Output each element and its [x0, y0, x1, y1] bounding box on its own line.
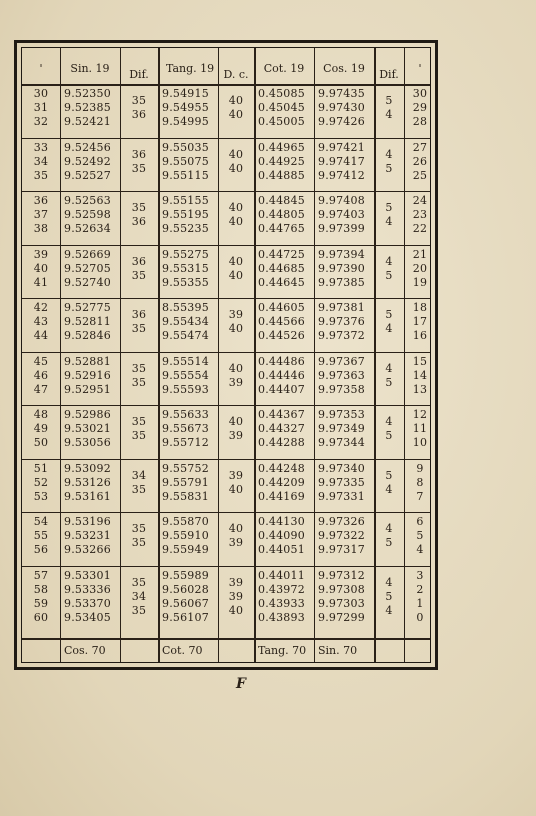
- table-cell-cot: 0.44925: [258, 154, 305, 168]
- difference-dcos: 5: [385, 308, 393, 321]
- table-cell-cot: 0.44327: [258, 422, 305, 435]
- table-cell-tang: 9.55554: [162, 368, 209, 382]
- table-cell-rmin: 8: [416, 475, 424, 489]
- table-cell-cot: 0.43972: [258, 582, 305, 596]
- difference-dcos: 5: [385, 536, 393, 549]
- table-cell-min: 54: [33, 515, 49, 528]
- table-cell-min: 57: [33, 568, 49, 582]
- table-cell-cot: 0.44407: [258, 382, 305, 396]
- column-rule: [60, 48, 61, 662]
- signature-mark: F: [236, 676, 246, 692]
- table-cell-min: 35: [33, 168, 49, 182]
- table-cell-cot: 0.44765: [258, 222, 305, 235]
- table-cell-rmin: 29: [412, 101, 428, 114]
- table-cell-cot: 0.44209: [258, 475, 305, 489]
- table-cell-cos: 9.97417: [318, 154, 365, 168]
- table-cell-min: 31: [33, 101, 49, 114]
- table-cell-tang: 8.55395: [162, 301, 209, 314]
- table-cell-tang: 9.55870: [162, 515, 209, 528]
- difference-dcos: 4: [385, 575, 393, 589]
- column-rule: [218, 48, 219, 662]
- table-cell-cot: 0.44725: [258, 247, 305, 261]
- table-cell-sin: 9.52951: [64, 382, 111, 396]
- column-rule: [254, 48, 256, 662]
- difference-dsin: 36: [131, 308, 147, 321]
- difference-dsin: 36: [131, 254, 147, 268]
- difference-dsin: 36: [131, 147, 147, 161]
- table-cell-rmin: 12: [412, 408, 428, 421]
- column-footer: Sin. 70: [318, 643, 358, 657]
- table-cell-cot: 0.44566: [258, 315, 305, 328]
- table-cell-min: 48: [33, 408, 49, 421]
- table-cell-sin: 9.53405: [64, 610, 111, 624]
- table-cell-sin: 9.53126: [64, 475, 111, 489]
- header-rule: [22, 84, 430, 86]
- table-cell-rmin: 15: [412, 354, 428, 368]
- table-cell-sin: 9.52775: [64, 301, 111, 314]
- difference-dcos: 4: [385, 108, 393, 121]
- table-cell-rmin: 1: [416, 596, 424, 610]
- difference-dc: 40: [228, 254, 244, 268]
- table-cell-tang: 9.55275: [162, 247, 209, 261]
- table-cell-sin: 9.53370: [64, 596, 111, 610]
- difference-dc: 40: [228, 482, 244, 496]
- difference-dcos: 4: [385, 322, 393, 335]
- table-cell-cos: 9.97340: [318, 461, 365, 475]
- column-header: Dif.: [129, 68, 149, 81]
- table-cell-cos: 9.97394: [318, 247, 365, 261]
- difference-dc: 39: [228, 575, 244, 589]
- table-cell-min: 60: [33, 610, 49, 624]
- difference-dcos: 4: [385, 482, 393, 496]
- table-cell-sin: 9.53266: [64, 543, 111, 556]
- table-cell-min: 47: [33, 382, 49, 396]
- table-cell-rmin: 24: [412, 194, 428, 207]
- table-cell-tang: 9.55035: [162, 140, 209, 154]
- table-cell-cot: 0.44248: [258, 461, 305, 475]
- table-cell-min: 33: [33, 140, 49, 154]
- column-footer: Cot. 70: [162, 643, 203, 657]
- table-cell-cos: 9.97430: [318, 101, 365, 114]
- table-cell-cos: 9.97322: [318, 529, 365, 542]
- table-cell-min: 45: [33, 354, 49, 368]
- table-cell-cot: 0.44446: [258, 368, 305, 382]
- table-cell-rmin: 3: [416, 568, 424, 582]
- difference-dsin: 35: [131, 361, 147, 375]
- table-cell-cot: 0.44885: [258, 168, 305, 182]
- column-header: Sin. 19: [70, 62, 110, 75]
- table-cell-cos: 9.97385: [318, 275, 365, 289]
- table-cell-sin: 9.52527: [64, 168, 111, 182]
- difference-dc: 40: [228, 415, 244, 428]
- table-cell-cos: 9.97390: [318, 261, 365, 275]
- table-cell-cos: 9.97344: [318, 436, 365, 449]
- table-cell-rmin: 30: [412, 87, 428, 100]
- table-cell-tang: 9.55949: [162, 543, 209, 556]
- table-cell-cos: 9.97435: [318, 87, 365, 100]
- table-cell-tang: 9.55831: [162, 489, 209, 503]
- difference-dsin: 35: [131, 482, 147, 496]
- table-cell-min: 44: [33, 329, 49, 342]
- table-cell-tang: 9.56028: [162, 582, 209, 596]
- difference-dcos: 5: [385, 268, 393, 282]
- table-cell-sin: 9.53336: [64, 582, 111, 596]
- difference-dc: 40: [228, 94, 244, 107]
- difference-dc: 40: [228, 268, 244, 282]
- table-cell-tang: 9.55075: [162, 154, 209, 168]
- table-cell-tang: 9.55115: [162, 168, 209, 182]
- table-cell-cot: 0.44685: [258, 261, 305, 275]
- table-cell-cos: 9.97349: [318, 422, 365, 435]
- group-rule: [22, 405, 430, 406]
- difference-dc: 39: [228, 589, 244, 603]
- table-cell-min: 40: [33, 261, 49, 275]
- column-header: Tang. 19: [166, 62, 215, 75]
- difference-dsin: 35: [131, 603, 147, 617]
- table-cell-min: 58: [33, 582, 49, 596]
- table-cell-rmin: 25: [412, 168, 428, 182]
- table-cell-tang: 9.55514: [162, 354, 209, 368]
- difference-dsin: 35: [131, 429, 147, 442]
- table-cell-tang: 9.55195: [162, 208, 209, 221]
- difference-dsin: 35: [131, 94, 147, 107]
- table-body: [21, 47, 431, 663]
- difference-dcos: 5: [385, 161, 393, 175]
- table-cell-min: 55: [33, 529, 49, 542]
- table-cell-min: 30: [33, 87, 49, 100]
- table-cell-cot: 0.44965: [258, 140, 305, 154]
- table-cell-tang: 9.55633: [162, 408, 209, 421]
- table-cell-rmin: 27: [412, 140, 428, 154]
- column-header: Cos. 19: [323, 62, 365, 75]
- table-cell-tang: 9.54995: [162, 115, 209, 128]
- difference-dcos: 4: [385, 603, 393, 617]
- difference-dsin: 35: [131, 375, 147, 389]
- column-rule: [120, 48, 121, 662]
- table-cell-sin: 9.52634: [64, 222, 111, 235]
- table-cell-tang: 9.55315: [162, 261, 209, 275]
- table-cell-rmin: 18: [412, 301, 428, 314]
- difference-dsin: 34: [131, 589, 147, 603]
- difference-dsin: 35: [131, 522, 147, 535]
- group-rule: [22, 352, 430, 353]
- difference-dcos: 4: [385, 415, 393, 428]
- table-cell-rmin: 9: [416, 461, 424, 475]
- difference-dcos: 4: [385, 522, 393, 535]
- table-cell-tang: 9.55989: [162, 568, 209, 582]
- table-cell-cot: 0.44805: [258, 208, 305, 221]
- table-cell-cot: 0.44605: [258, 301, 305, 314]
- table-cell-tang: 9.55712: [162, 436, 209, 449]
- table-cell-cos: 9.97376: [318, 315, 365, 328]
- column-header: Cot. 19: [263, 62, 305, 75]
- difference-dc: 39: [228, 468, 244, 482]
- table-cell-cos: 9.97312: [318, 568, 365, 582]
- table-cell-sin: 9.53092: [64, 461, 111, 475]
- table-cell-cos: 9.97326: [318, 515, 365, 528]
- difference-dsin: 35: [131, 161, 147, 175]
- table-cell-tang: 9.55235: [162, 222, 209, 235]
- difference-dc: 39: [228, 536, 244, 549]
- table-cell-cot: 0.43933: [258, 596, 305, 610]
- difference-dsin: 35: [131, 201, 147, 214]
- table-cell-min: 38: [33, 222, 49, 235]
- difference-dcos: 5: [385, 94, 393, 107]
- group-rule: [22, 245, 430, 246]
- table-cell-rmin: 20: [412, 261, 428, 275]
- table-cell-tang: 9.55434: [162, 315, 209, 328]
- table-cell-rmin: 14: [412, 368, 428, 382]
- table-cell-cos: 9.97426: [318, 115, 365, 128]
- table-cell-cos: 9.97381: [318, 301, 365, 314]
- difference-dc: 40: [228, 108, 244, 121]
- column-header: D. c.: [223, 68, 249, 81]
- table-cell-cos: 9.97303: [318, 596, 365, 610]
- difference-dsin: 35: [131, 415, 147, 428]
- table-cell-tang: 9.55791: [162, 475, 209, 489]
- difference-dc: 40: [228, 361, 244, 375]
- table-cell-sin: 9.52881: [64, 354, 111, 368]
- table-cell-rmin: 4: [416, 543, 424, 556]
- table-cell-min: 42: [33, 301, 49, 314]
- table-cell-cot: 0.44051: [258, 543, 305, 556]
- table-cell-rmin: 26: [412, 154, 428, 168]
- difference-dsin: 35: [131, 268, 147, 282]
- group-rule: [22, 298, 430, 299]
- table-cell-cot: 0.43893: [258, 610, 305, 624]
- table-cell-sin: 9.53056: [64, 436, 111, 449]
- table-cell-cos: 9.97372: [318, 329, 365, 342]
- table-cell-cos: 9.97412: [318, 168, 365, 182]
- table-cell-rmin: 16: [412, 329, 428, 342]
- table-cell-cos: 9.97399: [318, 222, 365, 235]
- table-cell-min: 46: [33, 368, 49, 382]
- table-cell-cot: 0.44090: [258, 529, 305, 542]
- difference-dc: 40: [228, 147, 244, 161]
- table-cell-rmin: 10: [412, 436, 428, 449]
- table-cell-sin: 9.52350: [64, 87, 111, 100]
- difference-dc: 40: [228, 215, 244, 228]
- difference-dsin: 35: [131, 575, 147, 589]
- column-header: ': [418, 62, 422, 75]
- difference-dsin: 34: [131, 468, 147, 482]
- table-cell-cot: 0.45085: [258, 87, 305, 100]
- difference-dsin: 35: [131, 536, 147, 549]
- table-cell-rmin: 0: [416, 610, 424, 624]
- table-cell-cot: 0.44486: [258, 354, 305, 368]
- table-cell-rmin: 2: [416, 582, 424, 596]
- difference-dsin: 36: [131, 215, 147, 228]
- table-cell-cos: 9.97299: [318, 610, 365, 624]
- difference-dcos: 5: [385, 429, 393, 442]
- table-cell-rmin: 28: [412, 115, 428, 128]
- table-cell-rmin: 13: [412, 382, 428, 396]
- difference-dc: 39: [228, 375, 244, 389]
- table-cell-sin: 9.52669: [64, 247, 111, 261]
- table-cell-cos: 9.97353: [318, 408, 365, 421]
- group-rule: [22, 512, 430, 513]
- table-cell-cot: 0.44367: [258, 408, 305, 421]
- table-cell-sin: 9.52598: [64, 208, 111, 221]
- table-cell-cos: 9.97367: [318, 354, 365, 368]
- table-cell-min: 56: [33, 543, 49, 556]
- table-cell-rmin: 7: [416, 489, 424, 503]
- table-cell-cot: 0.44645: [258, 275, 305, 289]
- table-cell-sin: 9.53231: [64, 529, 111, 542]
- difference-dcos: 5: [385, 468, 393, 482]
- column-footer: Tang. 70: [258, 643, 307, 657]
- difference-dcos: 5: [385, 589, 393, 603]
- table-cell-sin: 9.52705: [64, 261, 111, 275]
- column-rule: [374, 48, 376, 662]
- group-rule: [22, 459, 430, 460]
- difference-dc: 40: [228, 201, 244, 214]
- table-cell-min: 52: [33, 475, 49, 489]
- column-footer: Cos. 70: [64, 643, 106, 657]
- table-cell-rmin: 19: [412, 275, 428, 289]
- difference-dsin: 35: [131, 322, 147, 335]
- table-cell-cos: 9.97408: [318, 194, 365, 207]
- difference-dc: 39: [228, 429, 244, 442]
- table-cell-rmin: 5: [416, 529, 424, 542]
- table-cell-cot: 0.44011: [258, 568, 305, 582]
- difference-dc: 39: [228, 308, 244, 321]
- table-cell-tang: 9.56067: [162, 596, 209, 610]
- table-cell-sin: 9.52740: [64, 275, 111, 289]
- table-cell-cos: 9.97308: [318, 582, 365, 596]
- table-cell-min: 37: [33, 208, 49, 221]
- table-cell-cot: 0.44845: [258, 194, 305, 207]
- table-cell-tang: 9.55593: [162, 382, 209, 396]
- table-cell-tang: 9.56107: [162, 610, 209, 624]
- table-cell-cos: 9.97403: [318, 208, 365, 221]
- difference-dcos: 4: [385, 215, 393, 228]
- table-cell-cot: 0.45005: [258, 115, 305, 128]
- table-cell-sin: 9.52916: [64, 368, 111, 382]
- table-cell-tang: 9.54955: [162, 101, 209, 114]
- table-cell-min: 50: [33, 436, 49, 449]
- table-cell-min: 34: [33, 154, 49, 168]
- difference-dc: 40: [228, 161, 244, 175]
- table-cell-rmin: 17: [412, 315, 428, 328]
- table-cell-min: 39: [33, 247, 49, 261]
- table-cell-sin: 9.52492: [64, 154, 111, 168]
- table-cell-cot: 0.44169: [258, 489, 305, 503]
- table-cell-sin: 9.52421: [64, 115, 111, 128]
- difference-dcos: 4: [385, 147, 393, 161]
- table-cell-sin: 9.52456: [64, 140, 111, 154]
- table-cell-tang: 9.55752: [162, 461, 209, 475]
- table-cell-cos: 9.97358: [318, 382, 365, 396]
- table-cell-sin: 9.52563: [64, 194, 111, 207]
- table-cell-cot: 0.44130: [258, 515, 305, 528]
- difference-dc: 40: [228, 322, 244, 335]
- difference-dcos: 4: [385, 254, 393, 268]
- table-cell-tang: 9.55673: [162, 422, 209, 435]
- group-rule: [22, 138, 430, 139]
- table-cell-cot: 0.44526: [258, 329, 305, 342]
- difference-dcos: 5: [385, 375, 393, 389]
- table-cell-min: 51: [33, 461, 49, 475]
- column-header: ': [39, 62, 43, 75]
- table-cell-sin: 9.53021: [64, 422, 111, 435]
- group-rule: [22, 566, 430, 567]
- table-cell-cos: 9.97421: [318, 140, 365, 154]
- table-cell-rmin: 11: [412, 422, 428, 435]
- table-cell-min: 32: [33, 115, 49, 128]
- table-cell-tang: 9.55910: [162, 529, 209, 542]
- table-cell-rmin: 22: [412, 222, 428, 235]
- table-cell-tang: 9.55155: [162, 194, 209, 207]
- table-cell-cot: 0.44288: [258, 436, 305, 449]
- table-cell-rmin: 6: [416, 515, 424, 528]
- table-cell-min: 41: [33, 275, 49, 289]
- table-cell-min: 59: [33, 596, 49, 610]
- table-cell-min: 43: [33, 315, 49, 328]
- column-rule: [314, 48, 315, 662]
- table-cell-sin: 9.52811: [64, 315, 111, 328]
- table-cell-rmin: 21: [412, 247, 428, 261]
- difference-dsin: 36: [131, 108, 147, 121]
- difference-dcos: 5: [385, 201, 393, 214]
- table-cell-min: 53: [33, 489, 49, 503]
- table-cell-min: 36: [33, 194, 49, 207]
- table-cell-cos: 9.97331: [318, 489, 365, 503]
- table-cell-rmin: 23: [412, 208, 428, 221]
- group-rule: [22, 191, 430, 192]
- table-cell-sin: 9.53196: [64, 515, 111, 528]
- table-cell-cot: 0.45045: [258, 101, 305, 114]
- table-cell-sin: 9.53161: [64, 489, 111, 503]
- footer-rule: [22, 638, 430, 640]
- table-cell-sin: 9.52385: [64, 101, 111, 114]
- table-cell-min: 49: [33, 422, 49, 435]
- table-cell-sin: 9.52986: [64, 408, 111, 421]
- table-cell-sin: 9.52846: [64, 329, 111, 342]
- column-header: Dif.: [379, 68, 399, 81]
- table-cell-tang: 9.55355: [162, 275, 209, 289]
- difference-dc: 40: [228, 603, 244, 617]
- column-rule: [158, 48, 160, 662]
- table-cell-sin: 9.53301: [64, 568, 111, 582]
- difference-dcos: 4: [385, 361, 393, 375]
- table-cell-cos: 9.97335: [318, 475, 365, 489]
- table-cell-tang: 9.55474: [162, 329, 209, 342]
- table-cell-cos: 9.97317: [318, 543, 365, 556]
- difference-dc: 40: [228, 522, 244, 535]
- trig-table: [14, 40, 438, 670]
- table-cell-cos: 9.97363: [318, 368, 365, 382]
- table-cell-tang: 9.54915: [162, 87, 209, 100]
